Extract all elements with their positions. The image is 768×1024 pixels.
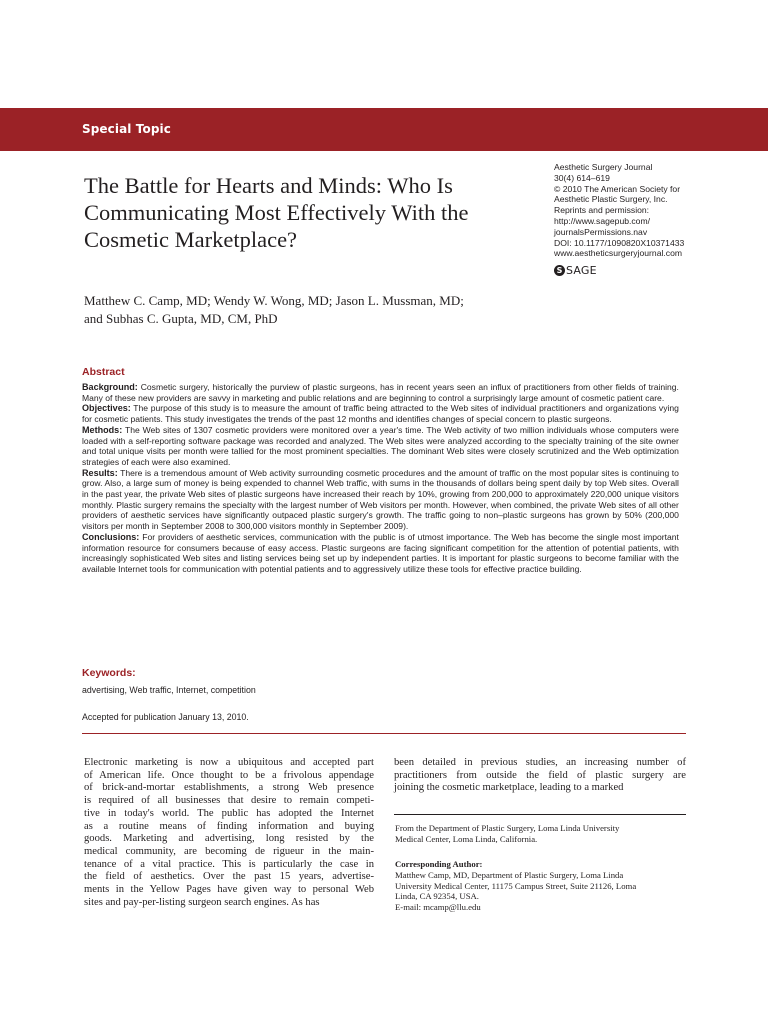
- journal-volume: 30(4) 614–619: [554, 172, 610, 183]
- body-line: as a routine means of finding information and buying: [84, 820, 374, 832]
- corresponding-line: University Medical Center, 11175 Campus Street, Suite 21126, Loma: [395, 880, 637, 891]
- body-line: of brick-and-mortar establishments, a strong Web presence: [84, 782, 374, 794]
- title-line: Communicating Most Effectively With the: [84, 200, 469, 225]
- body-line: sites and pay-per-listing surgeon search engines. As has: [84, 896, 320, 908]
- abstract-paragraph: [82, 532, 679, 575]
- abstract-label: Results:: [82, 467, 118, 478]
- title-line: The Battle for Hearts and Minds: Who Is: [84, 173, 453, 198]
- affiliation-note: [395, 823, 687, 845]
- abstract-paragraph: [82, 468, 679, 532]
- section-label: Special Topic: [82, 122, 171, 136]
- journal-website-link[interactable]: www.aestheticsurgeryjournal.com: [554, 248, 683, 259]
- body-line: joining the cosmetic marketplace, leading to a marked: [394, 782, 624, 794]
- body-column-right: [394, 757, 686, 795]
- body-line: the field of aesthetics. Over the past 15 years, advertise-: [84, 871, 374, 883]
- abstract-paragraph: [82, 425, 679, 468]
- sage-mark-icon: S: [554, 265, 565, 276]
- body-line: tive in today's world. The public has adopted the Internet: [84, 807, 374, 819]
- body-line: practitioners from outside the field of plastic surgery are: [394, 769, 686, 781]
- corresponding-line: Linda, CA 92354, USA.: [395, 891, 479, 902]
- copyright-line: Aesthetic Plastic Surgery, Inc.: [554, 194, 668, 205]
- abstract-label: Conclusions:: [82, 531, 140, 542]
- doi-line: DOI: 10.1177/1090820X10371433: [554, 237, 685, 248]
- title-line: Cosmetic Marketplace?: [84, 227, 298, 252]
- body-column-left: [84, 757, 374, 909]
- abstract-text: The Web sites of 1307 cosmetic providers were monitored over a year's time. The Web activity of two million individuals whose computers were loaded with a self-reporting software package was recorded and analyzed. The Web sites were analyzed according to the specialty training of the site owner and total unique visits per month were tallied for the most prominent specialties. The dominant Web sites were closely scrutinized and the Web optimization strategies of each were also examined.: [82, 424, 679, 467]
- reprints-label: Reprints and permission:: [554, 205, 650, 216]
- author-list: [84, 292, 564, 328]
- keywords-heading: Keywords:: [82, 667, 136, 679]
- author-line: Matthew C. Camp, MD; Wendy W. Wong, MD; Jason L. Mussman, MD;: [84, 293, 464, 308]
- abstract-paragraph: [82, 382, 679, 403]
- keywords-list: advertising, Web traffic, Internet, competition: [82, 685, 256, 695]
- abstract-paragraph: [82, 403, 679, 424]
- abstract-body: [82, 382, 679, 575]
- abstract-text: There is a tremendous amount of Web activity surrounding cosmetic procedures and the amount of traffic on the most popular sites is continuing to grow. Also, a large sum of money is being expended to channel Web traffic, with sums in the thousands of dollars being spent daily by top Web sites. Overall in the past year, the private Web sites of plastic surgeons have increased their reach by 10%, growing from 200,000 to approximately 220,000 unique visitors monthly. Plastic surgery remains the specialty with the largest number of Web visitors per month. However, when combined, the private Web sites of all other providers of aesthetic services have significantly outpaced plastic surgery's growth. The traffic going to non–plastic surgeons has grown by 50% (200,000 visitors per month in September 2008 to 300,000 visitors monthly in September 2009).: [82, 467, 679, 532]
- body-line: ments in the Yellow Pages have given way to personal Web: [84, 884, 374, 896]
- footnote-divider: [394, 814, 686, 815]
- body-line: Electronic marketing is now a ubiquitous and accepted part: [84, 757, 374, 768]
- abstract-text: The purpose of this study is to measure the amount of traffic being attracted to the Web sites of individual practitioners and organizations vying for cosmetic patients. This study investigates the trends of the past 12 months and identifies changes of special concern to plastic surgeons.: [82, 403, 679, 425]
- abstract-label: Objectives:: [82, 403, 131, 414]
- journal-name: Aesthetic Surgery Journal: [554, 162, 653, 172]
- author-line: and Subhas C. Gupta, MD, CM, PhD: [84, 311, 278, 326]
- corresponding-line: Matthew Camp, MD, Department of Plastic Surgery, Loma Linda: [395, 869, 624, 880]
- body-line: goods. Marketing and advertising, long resisted by the: [84, 833, 374, 845]
- abstract-label: Methods:: [82, 424, 123, 435]
- affiliation-line: Medical Center, Loma Linda, California.: [395, 833, 538, 844]
- abstract-heading: Abstract: [82, 366, 125, 378]
- divider: [82, 733, 686, 734]
- corresponding-author-note: [395, 859, 687, 913]
- body-line: is required of all businesses that desire to remain competi-: [84, 795, 374, 807]
- reprints-link[interactable]: journalsPermissions.nav: [554, 226, 648, 237]
- article-title: [84, 172, 524, 253]
- copyright-line: © 2010 The American Society for: [554, 183, 681, 194]
- sage-wordmark: SAGE: [566, 263, 597, 277]
- corresponding-heading: Corresponding Author:: [395, 859, 483, 869]
- abstract-label: Background:: [82, 382, 138, 392]
- affiliation-line: From the Department of Plastic Surgery, Loma Linda University: [395, 823, 620, 833]
- accepted-date: Accepted for publication January 13, 2010.: [82, 712, 249, 722]
- abstract-text: For providers of aesthetic services, communication with the public is of utmost importance. The Web has become the single most important information resource for consumers because of easy access. Plastic surgeons are facing significant competition for the attention of potential patients, with increasingly sophisticated Web sites and listing services being set up by independent parties. It is important for plastic surgeons to become familiar with the available Internet tools for communication with potential patients and to aggressively utilize these tools for effective practice building.: [82, 531, 679, 574]
- body-line: tenance of a vital practice. This is particularly the case in: [84, 858, 374, 870]
- section-banner: [0, 108, 768, 151]
- abstract-text: Cosmetic surgery, historically the purview of plastic surgeons, has in recent years seen an influx of practitioners from other fields of training. Many of these new providers are savvy in marketing and public relations and are beginning to control a surprisingly large amount of cosmetic patient care.: [82, 382, 679, 403]
- journal-info: [554, 162, 754, 259]
- body-line: been detailed in previous studies, an increasing number of: [394, 757, 686, 768]
- reprints-link[interactable]: http://www.sagepub.com/: [554, 215, 651, 226]
- sage-logo: [554, 263, 597, 277]
- body-line: of American life. Once thought to be a frivolous appendage: [84, 769, 374, 781]
- body-line: medical community, are becoming de rigueur in the main-: [84, 845, 374, 857]
- corresponding-email[interactable]: E-mail: mcamp@llu.edu: [395, 902, 481, 913]
